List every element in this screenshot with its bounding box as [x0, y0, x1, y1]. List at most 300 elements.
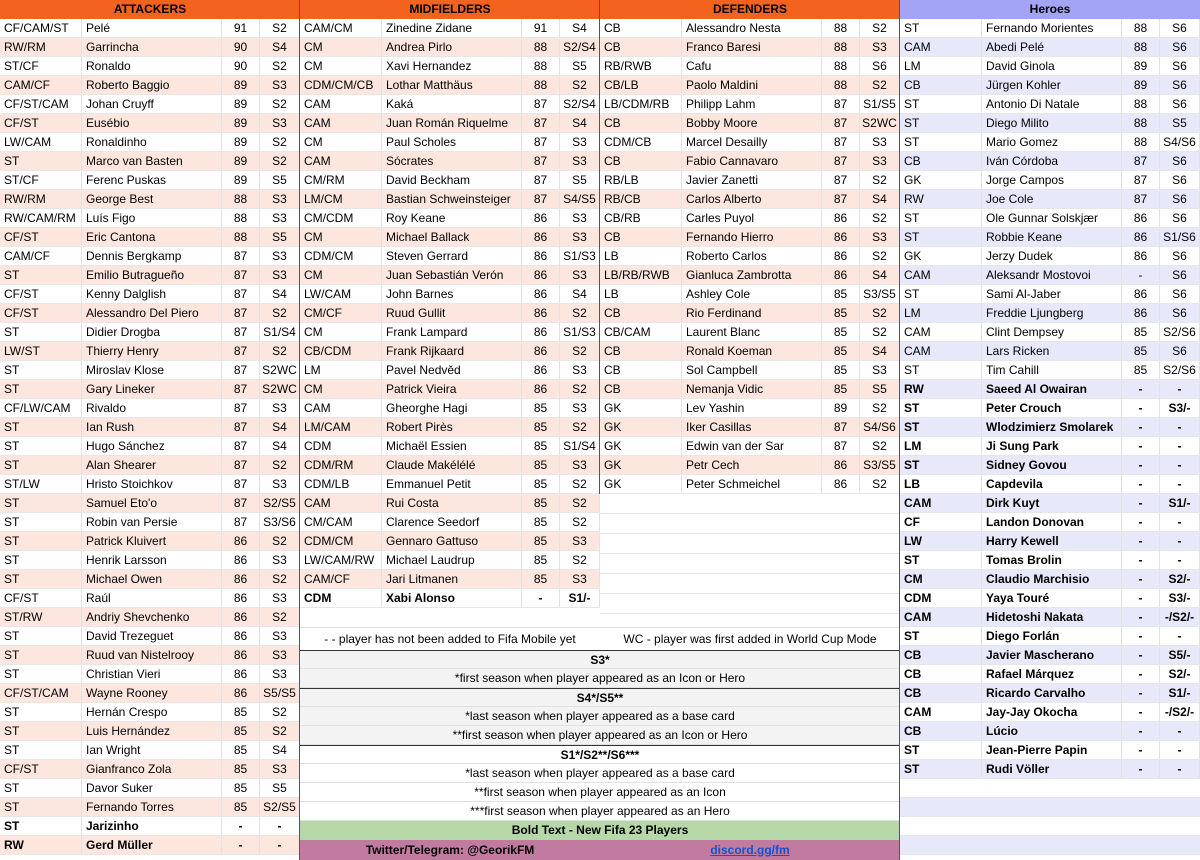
- rating-cell: 90: [222, 38, 260, 57]
- table-row: [600, 342, 900, 361]
- player-name-cell: Juan Sebastián Verón: [382, 266, 522, 285]
- table-row: [300, 475, 600, 494]
- season-cell: S3/-: [1160, 589, 1200, 608]
- table-row: [300, 361, 600, 380]
- table-row: [0, 665, 300, 684]
- season-cell: S4: [860, 190, 900, 209]
- position-cell: LW/CAM/RW: [300, 551, 382, 570]
- season-cell: S3: [560, 456, 600, 475]
- season-cell: S4/S6: [1160, 133, 1200, 152]
- player-name-cell: Nemanja Vidic: [682, 380, 822, 399]
- season-cell: -: [1160, 437, 1200, 456]
- table-row: [0, 323, 300, 342]
- position-cell: CF/CAM/ST: [0, 19, 82, 38]
- player-name-cell: Roberto Carlos: [682, 247, 822, 266]
- player-name-cell: Patrick Kluivert: [82, 532, 222, 551]
- rating-cell: 85: [822, 342, 860, 361]
- season-cell: S2: [260, 152, 300, 171]
- rating-cell: 87: [222, 361, 260, 380]
- player-name-cell: Bastian Schweinsteiger: [382, 190, 522, 209]
- season-cell: S5: [560, 57, 600, 76]
- defenders-table: [600, 19, 900, 494]
- table-row: [300, 228, 600, 247]
- season-cell: -: [260, 836, 300, 855]
- empty-row: [900, 798, 1200, 817]
- season-cell: S2: [260, 703, 300, 722]
- position-cell: CM/CDM: [300, 209, 382, 228]
- player-name-cell: Peter Schmeichel: [682, 475, 822, 494]
- table-row: [0, 418, 300, 437]
- player-name-cell: Emmanuel Petit: [382, 475, 522, 494]
- table-row: [0, 703, 300, 722]
- season-cell: S2/S6: [1160, 323, 1200, 342]
- position-cell: CB: [600, 380, 682, 399]
- rating-cell: 87: [822, 95, 860, 114]
- player-name-cell: Dirk Kuyt: [982, 494, 1122, 513]
- table-row: [0, 171, 300, 190]
- season-cell: S2: [560, 494, 600, 513]
- table-row: [900, 304, 1200, 323]
- position-cell: RW/RM: [0, 190, 82, 209]
- season-cell: S2WC: [260, 361, 300, 380]
- table-row: [300, 342, 600, 361]
- position-cell: RW: [0, 836, 82, 855]
- rating-cell: 87: [222, 247, 260, 266]
- season-cell: S2: [260, 570, 300, 589]
- rating-cell: 85: [222, 741, 260, 760]
- rating-cell: 89: [222, 114, 260, 133]
- attackers-section: [0, 0, 300, 860]
- season-cell: S2: [560, 76, 600, 95]
- season-cell: S2: [260, 19, 300, 38]
- rating-cell: -: [1122, 665, 1160, 684]
- rating-cell: 85: [522, 551, 560, 570]
- player-name-cell: Landon Donovan: [982, 513, 1122, 532]
- rating-cell: 88: [822, 19, 860, 38]
- position-cell: CDM/LB: [300, 475, 382, 494]
- player-name-cell: Gianfranco Zola: [82, 760, 222, 779]
- rating-cell: 89: [222, 152, 260, 171]
- rating-cell: 86: [822, 475, 860, 494]
- position-cell: ST: [0, 722, 82, 741]
- player-name-cell: Jarizinho: [82, 817, 222, 836]
- position-cell: CB/CAM: [600, 323, 682, 342]
- attackers-header: ATTACKERS: [0, 0, 300, 19]
- legend-s4-title: S4*/S5**: [300, 688, 900, 707]
- season-cell: S2/S5: [260, 494, 300, 513]
- season-cell: S5: [560, 171, 600, 190]
- rating-cell: 86: [822, 228, 860, 247]
- position-cell: CDM: [300, 437, 382, 456]
- rating-cell: 91: [522, 19, 560, 38]
- player-name-cell: Saeed Al Owairan: [982, 380, 1122, 399]
- rating-cell: 85: [522, 437, 560, 456]
- table-row: [300, 551, 600, 570]
- rating-cell: 85: [222, 722, 260, 741]
- rating-cell: -: [1122, 551, 1160, 570]
- season-cell: S3: [560, 152, 600, 171]
- rating-cell: 87: [522, 133, 560, 152]
- table-row: [600, 380, 900, 399]
- player-name-cell: David Ginola: [982, 57, 1122, 76]
- position-cell: CDM/CB: [600, 133, 682, 152]
- rating-cell: 87: [522, 152, 560, 171]
- player-name-cell: Marco van Basten: [82, 152, 222, 171]
- legend-s1-line3: ***first season when player appeared as an Hero: [300, 802, 900, 821]
- season-cell: S2: [860, 323, 900, 342]
- position-cell: CAM: [900, 342, 982, 361]
- player-name-cell: Fernando Hierro: [682, 228, 822, 247]
- heroes-table: [900, 19, 1200, 855]
- season-cell: S2/S5: [260, 798, 300, 817]
- table-row: [900, 285, 1200, 304]
- table-row: [300, 285, 600, 304]
- position-cell: CAM/CM: [300, 19, 382, 38]
- season-cell: S2: [860, 209, 900, 228]
- table-row: [600, 228, 900, 247]
- season-cell: S2: [260, 133, 300, 152]
- rating-cell: 86: [222, 665, 260, 684]
- rating-cell: -: [1122, 456, 1160, 475]
- player-name-cell: Hugo Sánchez: [82, 437, 222, 456]
- rating-cell: 87: [222, 475, 260, 494]
- table-row: [300, 114, 600, 133]
- player-name-cell: Roberto Baggio: [82, 76, 222, 95]
- player-name-cell: Lars Ricken: [982, 342, 1122, 361]
- player-name-cell: Henrik Larsson: [82, 551, 222, 570]
- legend-s4-line1: *last season when player appeared as a base card: [300, 707, 900, 726]
- table-row: [900, 570, 1200, 589]
- position-cell: CAM/CF: [300, 570, 382, 589]
- player-name-cell: Rio Ferdinand: [682, 304, 822, 323]
- season-cell: -: [1160, 722, 1200, 741]
- separator-1: [299, 0, 300, 860]
- rating-cell: 88: [522, 76, 560, 95]
- table-row: [600, 38, 900, 57]
- position-cell: CF/ST: [0, 760, 82, 779]
- season-cell: -: [1160, 741, 1200, 760]
- position-cell: CM/CF: [300, 304, 382, 323]
- season-cell: S2/S6: [1160, 361, 1200, 380]
- table-row: [0, 76, 300, 95]
- player-name-cell: Capdevila: [982, 475, 1122, 494]
- table-row: [300, 19, 600, 38]
- rating-cell: 86: [522, 304, 560, 323]
- position-cell: CB/RB: [600, 209, 682, 228]
- player-name-cell: Hristo Stoichkov: [82, 475, 222, 494]
- position-cell: CM: [900, 570, 982, 589]
- position-cell: CB: [600, 228, 682, 247]
- table-row: [0, 570, 300, 589]
- season-cell: -: [1160, 456, 1200, 475]
- table-row: [900, 589, 1200, 608]
- table-row: [600, 361, 900, 380]
- position-cell: CM/RM: [300, 171, 382, 190]
- player-name-cell: Javier Zanetti: [682, 171, 822, 190]
- player-name-cell: Ian Rush: [82, 418, 222, 437]
- rating-cell: 85: [522, 570, 560, 589]
- player-name-cell: Roy Keane: [382, 209, 522, 228]
- position-cell: ST: [0, 798, 82, 817]
- season-cell: S3: [560, 570, 600, 589]
- position-cell: LM/CM: [300, 190, 382, 209]
- table-row: [0, 285, 300, 304]
- player-name-cell: Michael Laudrup: [382, 551, 522, 570]
- season-cell: -: [260, 817, 300, 836]
- position-cell: CM: [300, 38, 382, 57]
- season-cell: S2/-: [1160, 570, 1200, 589]
- position-cell: CF/ST: [0, 285, 82, 304]
- season-cell: -/S2/-: [1160, 703, 1200, 722]
- season-cell: S3/S5: [860, 285, 900, 304]
- table-row: [600, 133, 900, 152]
- season-cell: S1/-: [1160, 684, 1200, 703]
- table-row: [0, 266, 300, 285]
- player-name-cell: Michael Ballack: [382, 228, 522, 247]
- player-name-cell: Frank Rijkaard: [382, 342, 522, 361]
- season-cell: S1/-: [1160, 494, 1200, 513]
- season-cell: S6: [1160, 95, 1200, 114]
- table-row: [300, 209, 600, 228]
- rating-cell: 89: [222, 76, 260, 95]
- position-cell: CB: [600, 304, 682, 323]
- player-name-cell: Pavel Nedvěd: [382, 361, 522, 380]
- player-name-cell: Carles Puyol: [682, 209, 822, 228]
- player-name-cell: Fernando Morientes: [982, 19, 1122, 38]
- position-cell: LM: [900, 437, 982, 456]
- table-row: [600, 266, 900, 285]
- season-cell: S6: [1160, 76, 1200, 95]
- position-cell: RW/RM: [0, 38, 82, 57]
- table-row: [900, 437, 1200, 456]
- position-cell: CAM: [900, 608, 982, 627]
- table-row: [600, 76, 900, 95]
- table-row: [0, 608, 300, 627]
- player-name-cell: Abedi Pelé: [982, 38, 1122, 57]
- position-cell: CB: [600, 38, 682, 57]
- table-row: [0, 190, 300, 209]
- table-row: [0, 57, 300, 76]
- table-row: [0, 19, 300, 38]
- player-name-cell: Luís Figo: [82, 209, 222, 228]
- position-cell: CAM/CF: [0, 76, 82, 95]
- player-name-cell: Jürgen Kohler: [982, 76, 1122, 95]
- table-row: [0, 646, 300, 665]
- rating-cell: 88: [1122, 95, 1160, 114]
- position-cell: ST: [0, 817, 82, 836]
- position-cell: LB/CDM/RB: [600, 95, 682, 114]
- table-row: [900, 475, 1200, 494]
- position-cell: CB: [600, 342, 682, 361]
- rating-cell: -: [1122, 475, 1160, 494]
- table-row: [900, 608, 1200, 627]
- rating-cell: -: [1122, 589, 1160, 608]
- position-cell: CAM: [900, 323, 982, 342]
- rating-cell: 85: [822, 285, 860, 304]
- rating-cell: -: [1122, 437, 1160, 456]
- position-cell: CAM/CF: [0, 247, 82, 266]
- table-row: [300, 304, 600, 323]
- player-name-cell: David Beckham: [382, 171, 522, 190]
- player-name-cell: Gerd Müller: [82, 836, 222, 855]
- rating-cell: 87: [222, 304, 260, 323]
- season-cell: S3: [260, 76, 300, 95]
- position-cell: ST/CF: [0, 171, 82, 190]
- position-cell: RW: [900, 190, 982, 209]
- rating-cell: 88: [522, 57, 560, 76]
- rating-cell: 85: [222, 798, 260, 817]
- season-cell: S2: [560, 513, 600, 532]
- position-cell: CAM: [300, 114, 382, 133]
- position-cell: CAM: [900, 266, 982, 285]
- rating-cell: 87: [1122, 152, 1160, 171]
- player-name-cell: Gennaro Gattuso: [382, 532, 522, 551]
- position-cell: CAM: [300, 152, 382, 171]
- table-row: [900, 513, 1200, 532]
- season-cell: S2/S4: [560, 38, 600, 57]
- rating-cell: -: [1122, 532, 1160, 551]
- table-row: [0, 836, 300, 855]
- player-name-cell: Pelé: [82, 19, 222, 38]
- separator-3: [899, 0, 900, 860]
- season-cell: S2: [260, 304, 300, 323]
- player-name-cell: Clint Dempsey: [982, 323, 1122, 342]
- rating-cell: 86: [222, 551, 260, 570]
- position-cell: CDM/CM/CB: [300, 76, 382, 95]
- table-row: [0, 589, 300, 608]
- season-cell: S1/S3: [560, 323, 600, 342]
- player-name-cell: Iker Casillas: [682, 418, 822, 437]
- season-cell: S2: [260, 532, 300, 551]
- position-cell: ST: [900, 114, 982, 133]
- rating-cell: 86: [822, 247, 860, 266]
- table-row: [900, 114, 1200, 133]
- empty-row: [900, 817, 1200, 836]
- season-cell: S5/-: [1160, 646, 1200, 665]
- player-name-cell: Marcel Desailly: [682, 133, 822, 152]
- position-cell: ST: [0, 456, 82, 475]
- rating-cell: 89: [1122, 76, 1160, 95]
- player-name-cell: Miroslav Klose: [82, 361, 222, 380]
- player-name-cell: Steven Gerrard: [382, 247, 522, 266]
- season-cell: S6: [1160, 285, 1200, 304]
- player-name-cell: Kenny Dalglish: [82, 285, 222, 304]
- player-name-cell: Gary Lineker: [82, 380, 222, 399]
- rating-cell: 87: [522, 114, 560, 133]
- table-row: [900, 76, 1200, 95]
- rating-cell: -: [1122, 513, 1160, 532]
- table-row: [600, 456, 900, 475]
- defenders-empty-rows: [600, 494, 900, 608]
- position-cell: RB/LB: [600, 171, 682, 190]
- position-cell: RW/CAM/RM: [0, 209, 82, 228]
- discord-link[interactable]: discord.gg/fm: [710, 843, 790, 857]
- position-cell: CAM: [300, 95, 382, 114]
- legend-s4-line2: **first season when player appeared as an Icon or Hero: [300, 726, 900, 745]
- rating-cell: 88: [822, 76, 860, 95]
- table-row: [0, 779, 300, 798]
- player-name-cell: Antonio Di Natale: [982, 95, 1122, 114]
- season-cell: S3: [260, 760, 300, 779]
- position-cell: GK: [600, 399, 682, 418]
- table-row: [0, 114, 300, 133]
- player-name-cell: Iván Córdoba: [982, 152, 1122, 171]
- table-row: [300, 456, 600, 475]
- midfielders-table: [300, 19, 600, 608]
- position-cell: ST: [0, 494, 82, 513]
- player-name-cell: Robbie Keane: [982, 228, 1122, 247]
- player-name-cell: Eusébio: [82, 114, 222, 133]
- position-cell: ST: [0, 437, 82, 456]
- season-cell: S6: [1160, 342, 1200, 361]
- rating-cell: 87: [522, 171, 560, 190]
- season-cell: S6: [1160, 152, 1200, 171]
- table-row: [300, 399, 600, 418]
- table-row: [900, 399, 1200, 418]
- position-cell: ST: [900, 551, 982, 570]
- season-cell: S1/S5: [860, 95, 900, 114]
- position-cell: GK: [600, 475, 682, 494]
- defenders-header: DEFENDERS: [600, 0, 900, 19]
- table-row: [300, 76, 600, 95]
- table-row: [900, 57, 1200, 76]
- player-name-cell: Jean-Pierre Papin: [982, 741, 1122, 760]
- season-cell: -: [1160, 418, 1200, 437]
- position-cell: ST: [900, 418, 982, 437]
- season-cell: S3: [560, 399, 600, 418]
- season-cell: S2: [560, 551, 600, 570]
- table-row: [600, 57, 900, 76]
- table-row: [300, 532, 600, 551]
- season-cell: S5: [860, 380, 900, 399]
- position-cell: RB/CB: [600, 190, 682, 209]
- table-row: [900, 323, 1200, 342]
- rating-cell: 88: [822, 38, 860, 57]
- rating-cell: 86: [522, 247, 560, 266]
- player-name-cell: Kaká: [382, 95, 522, 114]
- rating-cell: 86: [522, 361, 560, 380]
- position-cell: GK: [600, 418, 682, 437]
- player-name-cell: Luis Hernández: [82, 722, 222, 741]
- player-name-cell: Fabio Cannavaro: [682, 152, 822, 171]
- rating-cell: -: [1122, 608, 1160, 627]
- rating-cell: 90: [222, 57, 260, 76]
- player-name-cell: Ronaldo: [82, 57, 222, 76]
- table-row: [900, 361, 1200, 380]
- position-cell: LM/CAM: [300, 418, 382, 437]
- season-cell: -: [1160, 627, 1200, 646]
- season-cell: S4: [260, 38, 300, 57]
- rating-cell: 89: [822, 399, 860, 418]
- season-cell: S6: [1160, 247, 1200, 266]
- table-row: [0, 228, 300, 247]
- rating-cell: 89: [222, 133, 260, 152]
- table-row: [0, 760, 300, 779]
- player-name-cell: Xabi Alonso: [382, 589, 522, 608]
- player-name-cell: Mario Gomez: [982, 133, 1122, 152]
- position-cell: ST: [900, 361, 982, 380]
- table-row: [0, 475, 300, 494]
- rating-cell: 86: [222, 627, 260, 646]
- position-cell: CB: [900, 152, 982, 171]
- player-name-cell: Sol Campbell: [682, 361, 822, 380]
- table-row: [600, 114, 900, 133]
- season-cell: S2: [260, 342, 300, 361]
- season-cell: S1/S6: [1160, 228, 1200, 247]
- table-row: [300, 570, 600, 589]
- season-cell: S4: [560, 114, 600, 133]
- player-name-cell: Ruud van Nistelrooy: [82, 646, 222, 665]
